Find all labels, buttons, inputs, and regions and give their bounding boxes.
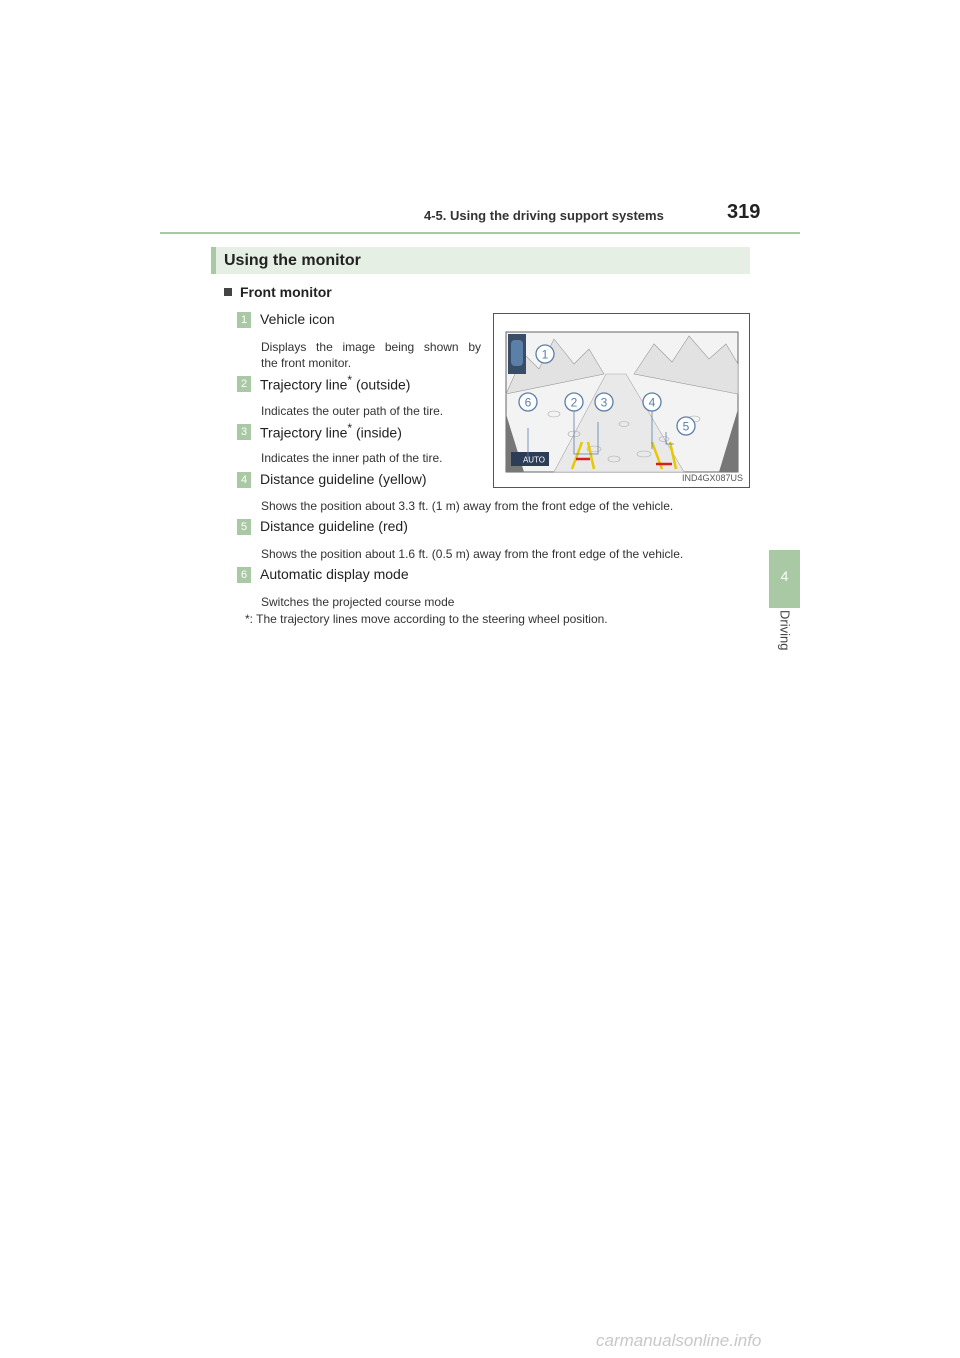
footnote: *: The trajectory lines move according to the steering wheel position. <box>245 612 608 626</box>
item-title-suffix: (inside) <box>352 424 402 441</box>
monitor-illustration <box>494 314 749 487</box>
chapter-tab-number: 4 <box>780 568 789 584</box>
item-title: Distance guideline (yellow) <box>260 471 427 487</box>
item-number-badge: 1 <box>237 312 251 328</box>
watermark: carmanualsonline.info <box>596 1331 762 1350</box>
item-number-badge: 2 <box>237 376 251 392</box>
item-title: Vehicle icon <box>260 311 335 327</box>
item-title: Automatic display mode <box>260 566 409 582</box>
item-description <box>261 339 481 371</box>
item-description: Shows the position about 3.3 ft. (1 m) away from the front edge of the vehicle. <box>261 499 674 513</box>
item-title <box>260 421 402 441</box>
chapter-tab-label: Driving <box>777 610 793 651</box>
subsection-heading-text: Front monitor <box>240 284 332 300</box>
header-divider <box>160 232 800 234</box>
page-number: 319 <box>727 201 761 223</box>
item-title-text: Trajectory line <box>260 424 348 441</box>
front-monitor-figure <box>493 313 750 488</box>
callout-number: 4 <box>648 395 656 410</box>
chapter-tab <box>769 550 800 608</box>
running-header-title: 4-5. Using the driving support systems <box>424 208 664 223</box>
item-title-suffix: (outside) <box>352 376 411 393</box>
auto-mode-label: AUTO <box>522 455 546 465</box>
callout-number: 1 <box>541 347 549 362</box>
callout-number: 6 <box>524 395 532 410</box>
item-title: Distance guideline (red) <box>260 518 408 534</box>
figure-code: IND4GX087US <box>681 473 743 483</box>
item-description: Indicates the inner path of the tire. <box>261 451 443 465</box>
item-description-line: the front monitor. <box>261 356 352 370</box>
item-description: Indicates the outer path of the tire. <box>261 404 444 418</box>
callout-number: 3 <box>600 395 608 410</box>
square-bullet-icon <box>224 288 232 296</box>
footnote-marker: * <box>347 373 353 387</box>
section-heading-text: Using the monitor <box>224 251 361 269</box>
callout-number: 5 <box>682 419 690 434</box>
item-description: Shows the position about 1.6 ft. (0.5 m) away from the front edge of the vehicle. <box>261 547 684 561</box>
item-description: Switches the projected course mode <box>261 595 455 609</box>
item-title <box>260 373 410 393</box>
callout-number: 2 <box>570 395 578 410</box>
section-heading <box>211 247 750 274</box>
subsection-heading <box>224 284 332 300</box>
item-number-badge: 5 <box>237 519 251 535</box>
item-number-badge: 3 <box>237 424 251 440</box>
item-number-badge: 6 <box>237 567 251 583</box>
item-description-line: Displays the image being shown by <box>261 340 481 354</box>
footnote-marker: * <box>347 421 353 435</box>
item-title-text: Trajectory line <box>260 376 348 393</box>
item-number-badge: 4 <box>237 472 251 488</box>
